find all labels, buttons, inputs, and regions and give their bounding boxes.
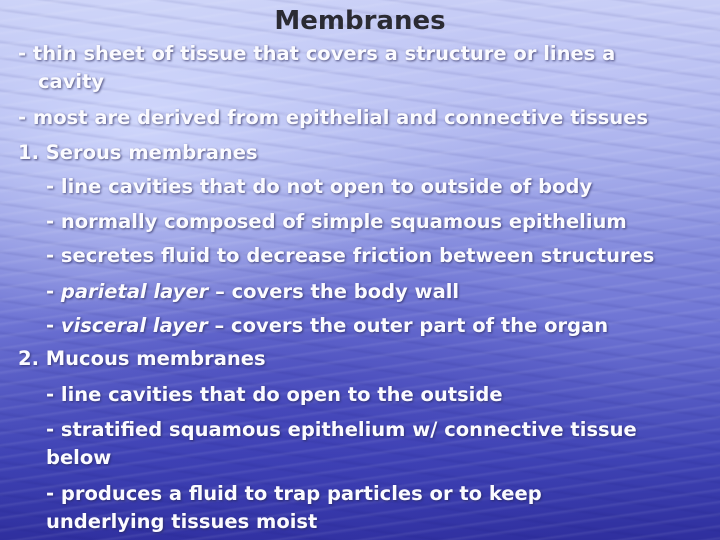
visceral-prefix: -	[46, 314, 61, 337]
serous-point-2: - normally composed of simple squamous epithelium	[46, 210, 627, 233]
parietal-description: – covers the body wall	[208, 280, 460, 303]
slide-title: Membranes	[274, 6, 446, 36]
parietal-prefix: -	[46, 280, 61, 303]
mucous-point-1: - line cavities that do open to the outside	[46, 383, 503, 406]
visceral-layer-term: visceral layer	[60, 314, 208, 337]
mucous-point-3-continued: underlying tissues moist	[46, 510, 318, 533]
origin-line: - most are derived from epithelial and connective tissues	[18, 106, 649, 129]
mucous-heading: 2. Mucous membranes	[18, 347, 266, 370]
serous-heading: 1. Serous membranes	[18, 141, 258, 164]
visceral-description: – covers the outer part of the organ	[207, 314, 609, 337]
visceral-layer-line	[46, 313, 608, 339]
parietal-layer-term: parietal layer	[60, 280, 209, 303]
mucous-point-2-continued: below	[46, 446, 112, 469]
definition-line: - thin sheet of tissue that covers a structure or lines a	[18, 42, 616, 65]
mucous-point-3: - produces a fluid to trap particles or to keep	[46, 482, 542, 505]
parietal-layer-line	[46, 279, 459, 305]
serous-point-3: - secretes fluid to decrease friction between structures	[46, 244, 655, 267]
mucous-point-2: - stratified squamous epithelium w/ connective tissue	[46, 418, 637, 441]
definition-line-continued: cavity	[38, 70, 105, 93]
serous-point-1: - line cavities that do not open to outside of body	[46, 175, 593, 198]
